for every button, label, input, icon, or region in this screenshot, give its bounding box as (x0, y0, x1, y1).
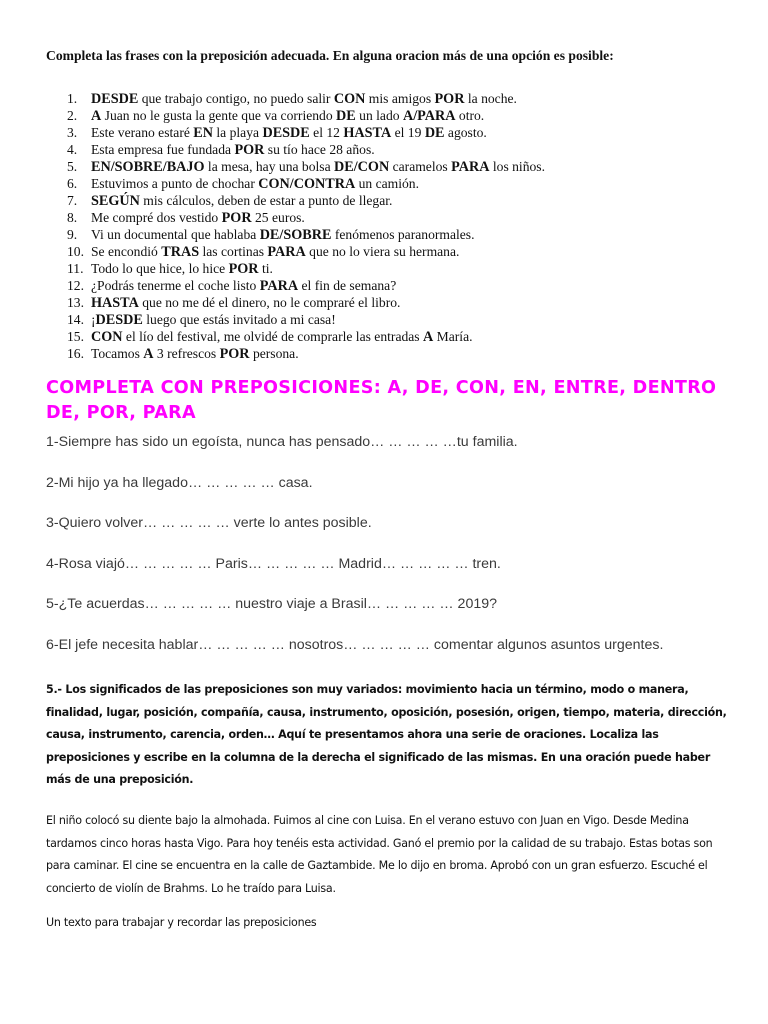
answer-preposition: DE/CON (334, 159, 390, 175)
sentence-text: ¡ (91, 312, 96, 327)
sentence-text: la mesa, hay una bolsa (204, 159, 335, 174)
sentence-text: fenómenos paranormales. (331, 227, 475, 242)
exercise1-item-text (91, 260, 273, 278)
section5-closing: Un texto para trabajar y recordar las preposiciones (46, 916, 317, 930)
sentence-text: Estuvimos a punto de chochar (91, 176, 259, 191)
sentence-text: Me compré dos vestido (91, 210, 222, 225)
sentence-text: las cortinas (199, 244, 268, 259)
sentence-text: mis cálculos, deben de estar a punto de llegar. (139, 193, 393, 208)
sentence-text: el lío del festival, me olvidé de comprarle las entradas (122, 329, 423, 344)
sentence-text: un lado (355, 108, 403, 123)
answer-preposition: PARA (259, 278, 299, 294)
answer-preposition: EN (193, 125, 213, 141)
section5-intro: 5.- Los significados de las preposiciones son muy variados: movimiento hacia un término, modo o manera, finalidad, lugar, posición, compañía, causa, instrumento, oposición, posesión, origen, tiempo, materia, dirección, causa, instrumento, carencia, orden… Aquí te presentamos ahora una serie de oraciones. Localiza las preposiciones y escribe en la columna de la derecha el significado de las mismas. En una oración puede haber más de una preposición. (46, 683, 727, 787)
sentence-text: 25 euros. (251, 210, 305, 225)
exercise1-item-number: 10. (67, 244, 84, 259)
answer-preposition: A (91, 108, 102, 124)
exercise2-heading: COMPLETA CON PREPOSICIONES: A, DE, CON, EN, ENTRE, DENTRO DE, POR, PARA (46, 378, 717, 423)
answer-preposition: DE/SOBRE (259, 227, 332, 243)
sentence-text: luego que estás invitado a mi casa! (142, 312, 336, 327)
answer-preposition: POR (234, 142, 265, 158)
exercise1-item-number: 7. (67, 193, 78, 208)
sentence-text: Este verano estaré (91, 125, 194, 140)
sentence-text: los niños. (489, 159, 545, 174)
sentence-text: que trabajo contigo, no puedo salir (138, 91, 334, 106)
sentence-text: ¿Podrás tenerme el coche listo (91, 278, 260, 293)
sentence-text: persona. (249, 346, 299, 361)
sentence-text: que no lo viera su hermana. (305, 244, 460, 259)
sentence-text: caramelos (389, 159, 452, 174)
answer-preposition: A (423, 329, 434, 345)
exercise1-item-number: 3. (67, 125, 78, 140)
sentence-text: ti. (258, 261, 273, 276)
answer-preposition: POR (228, 261, 259, 277)
exercise1-item-text (91, 311, 336, 329)
exercise1-item-number: 9. (67, 227, 78, 242)
exercise1-item-number: 13. (67, 295, 84, 310)
sentence-text: Esta empresa fue fundada (91, 142, 235, 157)
exercise2-item: 1-Siempre has sido un egoísta, nunca has pensado… … … … …tu familia. (46, 434, 518, 450)
exercise2-item: 2-Mi hijo ya ha llegado… … … … … casa. (46, 474, 313, 491)
exercise1-item-number: 16. (67, 346, 84, 361)
answer-preposition: HASTA (343, 125, 392, 141)
answer-preposition: CON/CONTRA (258, 176, 356, 192)
exercise2-item: 5-¿Te acuerdas… … … … … nuestro viaje a Brasil… … … … … 2019? (46, 596, 498, 612)
exercise1-item-number: 11. (67, 261, 84, 276)
section5 (46, 679, 736, 935)
exercise1-item-text (91, 209, 305, 227)
exercise1-item-text (91, 124, 487, 142)
sentence-text: Todo lo que hice, lo hice (91, 261, 229, 276)
answer-preposition: POR (219, 346, 250, 362)
exercise1-heading: Completa las frases con la preposición adecuada. En alguna oracion más de una opción es posible: (46, 48, 614, 63)
sentence-text: otro. (455, 108, 485, 123)
answer-preposition: A (143, 346, 154, 362)
sentence-text: Vi un documental que hablaba (91, 227, 260, 242)
exercise1-item-text (91, 294, 400, 312)
sentence-text: María. (433, 329, 473, 344)
answer-preposition: PARA (267, 244, 306, 260)
exercise1-item-number: 12. (67, 278, 84, 293)
exercise1-item-text (91, 328, 473, 346)
sentence-text: la playa (213, 125, 263, 140)
exercise1-item-number: 2. (67, 108, 78, 123)
sentence-text: el 19 (391, 125, 425, 140)
sentence-text: Tocamos (91, 346, 144, 361)
answer-preposition: TRAS (161, 244, 200, 260)
answer-preposition: DE (336, 108, 356, 124)
answer-preposition: CON (91, 329, 123, 345)
sentence-text: Juan no le gusta la gente que va corriendo (101, 108, 337, 123)
sentence-text: un camión. (355, 176, 420, 191)
exercise1-item-text (91, 107, 484, 125)
exercise2-item: 4-Rosa viajó… … … … … Paris… … … … … Madrid… … … … … tren. (46, 555, 501, 572)
exercise1-item-text (91, 90, 517, 108)
exercise2-list (46, 432, 663, 675)
answer-preposition: EN/SOBRE/BAJO (91, 159, 205, 175)
sentence-text: su tío hace 28 años. (264, 142, 375, 157)
answer-preposition: SEGÚN (91, 193, 140, 209)
exercise1-item-number: 6. (67, 176, 78, 191)
sentence-text: mis amigos (365, 91, 435, 106)
exercise1-item-text (91, 226, 475, 244)
section5-examples: El niño colocó su diente bajo la almohada. Fuimos al cine con Luisa. En el verano estuvo con Juan en Vigo. Desde Medina tardamos cinco horas hasta Vigo. Para hoy tenéis esta actividad. Ganó el premio por la calidad de su trabajo. Estas botas son para caminar. El cine se encuentra en la calle de Gaztambide. Me lo dijo en broma. Aprobó con un gran esfuerzo. Escuché el concierto de violín de Brahms. Lo he traído para Luisa. (46, 813, 713, 895)
exercise2-item: 6-El jefe necesita hablar… … … … … nosotros… … … … … comentar algunos asuntos urgentes. (46, 636, 664, 653)
sentence-text: Se encondió (91, 244, 162, 259)
exercise1-item-text (91, 277, 396, 295)
answer-preposition: CON (333, 91, 366, 107)
answer-preposition: DESDE (91, 91, 139, 107)
exercise2-item: 3-Quiero volver… … … … … verte lo antes posible. (46, 515, 372, 531)
exercise1-item-number: 1. (67, 91, 78, 106)
answer-preposition: POR (221, 210, 252, 226)
exercise1-item-text (91, 141, 375, 159)
answer-preposition: PARA (451, 159, 490, 175)
answer-preposition: A/PARA (402, 108, 456, 124)
answer-preposition: POR (434, 91, 465, 107)
exercise1-item-number: 15. (67, 329, 84, 344)
exercise1-item-number: 14. (67, 312, 84, 327)
sentence-text: agosto. (444, 125, 487, 140)
exercise1-item-text (91, 158, 545, 176)
exercise1-item-number: 4. (67, 142, 78, 157)
answer-preposition: DESDE (262, 125, 310, 141)
exercise1-item-text (91, 192, 392, 210)
exercise1-item-text (91, 175, 419, 193)
exercise1-item-text (91, 345, 299, 363)
answer-preposition: DESDE (95, 312, 143, 328)
sentence-text: la noche. (464, 91, 517, 106)
sentence-text: el 12 (309, 125, 344, 140)
sentence-text: el fin de semana? (298, 278, 397, 293)
answer-preposition: DE (424, 125, 445, 141)
sentence-text: que no me dé el dinero, no le compraré el libro. (138, 295, 401, 310)
exercise1-item-number: 8. (67, 210, 78, 225)
exercise1-item-number: 5. (67, 159, 78, 174)
exercise1-item-text (91, 243, 459, 261)
answer-preposition: HASTA (91, 295, 139, 311)
sentence-text: 3 refrescos (153, 346, 220, 361)
